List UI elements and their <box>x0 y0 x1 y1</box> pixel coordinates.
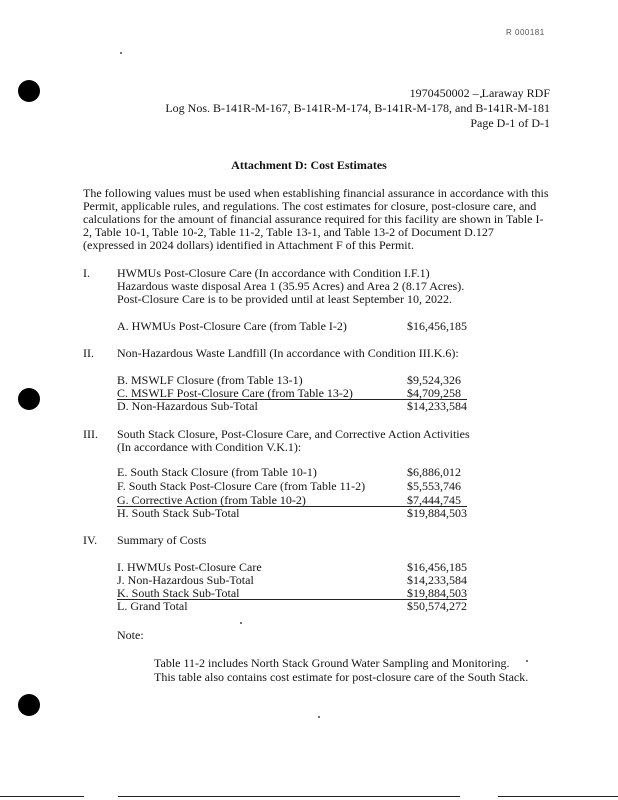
header-log-numbers: Log Nos. B-141R-M-167, B-141R-M-174, B-141R-M-178, and B-141R-M-181 <box>165 101 550 115</box>
cost-item-amount: $14,233,584 <box>407 399 467 413</box>
cost-item-label: C. MSWLF Post-Closure Care (from Table 13-2) <box>117 386 353 400</box>
section-heading: HWMUs Post-Closure Care (In accordance with Condition I.F.1) <box>117 266 430 280</box>
cost-item-amount: $9,524,326 <box>407 373 461 387</box>
note-label: Note: <box>117 628 144 642</box>
cost-item-label: L. Grand Total <box>117 599 188 613</box>
cost-item-label: E. South Stack Closure (from Table 10-1) <box>117 465 317 479</box>
scan-edge-line <box>0 796 84 797</box>
binder-hole-1 <box>18 80 40 102</box>
cost-item-amount: $5,553,746 <box>407 479 461 493</box>
cost-item-label: K. South Stack Sub-Total <box>117 586 240 600</box>
cost-item-label: B. MSWLF Closure (from Table 13-1) <box>117 373 303 387</box>
page-title: Attachment D: Cost Estimates <box>231 158 387 172</box>
cost-item-amount: $7,444,745 <box>407 493 461 507</box>
intro-line: 2, Table 10-1, Table 10-2, Table 11-2, Table 13-1, and Table 13-2 of Document D.127 <box>83 225 494 239</box>
cost-item-amount: $16,456,185 <box>407 560 467 574</box>
scan-speck <box>318 716 320 718</box>
cost-item-label: A. HWMUs Post-Closure Care (from Table I-2) <box>117 319 347 333</box>
cost-item-amount: $19,884,503 <box>407 586 467 600</box>
intro-line: calculations for the amount of financial assurance required for this facility are shown in Table I- <box>83 212 544 226</box>
binder-hole-2 <box>18 388 40 410</box>
bates-stamp: R 000181 <box>506 28 545 37</box>
cost-item-amount: $19,884,503 <box>407 506 467 520</box>
scan-edge-line <box>118 796 460 797</box>
cost-item-amount: $4,709,258 <box>407 386 461 400</box>
scan-speck <box>526 660 528 662</box>
note-line: This table also contains cost estimate for post-closure care of the South Stack. <box>154 670 529 684</box>
cost-item-label: D. Non-Hazardous Sub-Total <box>117 399 258 413</box>
section-text: Post-Closure Care is to be provided until at least September 10, 2022. <box>117 292 452 306</box>
section-heading: South Stack Closure, Post-Closure Care, and Corrective Action Activities <box>117 427 470 441</box>
cost-item-amount: $50,574,272 <box>407 599 467 613</box>
section-numeral: III. <box>83 427 98 441</box>
cost-item-label: F. South Stack Post-Closure Care (from Table 11-2) <box>117 479 366 493</box>
intro-line: (expressed in 2024 dollars) identified in Attachment F of this Permit. <box>83 238 414 252</box>
cost-item-label: H. South Stack Sub-Total <box>117 506 240 520</box>
cost-item-label: I. HWMUs Post-Closure Care <box>117 560 262 574</box>
scan-speck <box>240 622 242 624</box>
cost-item-label: G. Corrective Action (from Table 10-2) <box>117 493 306 507</box>
header-permit-line: 1970450002 – Laraway RDF <box>409 86 550 100</box>
intro-line: Permit, applicable rules, and regulations. The cost estimates for closure, post-closure care, and <box>83 199 537 213</box>
binder-hole-3 <box>18 694 40 716</box>
cost-item-amount: $14,233,584 <box>407 573 467 587</box>
note-line: Table 11-2 includes North Stack Ground Water Sampling and Monitoring. <box>154 656 510 670</box>
section-heading: Summary of Costs <box>117 533 207 547</box>
section-numeral: I. <box>83 266 90 280</box>
scan-speck <box>120 52 122 54</box>
section-numeral: II. <box>83 346 94 360</box>
cost-item-label: J. Non-Hazardous Sub-Total <box>117 573 254 587</box>
section-numeral: IV. <box>83 533 98 547</box>
header-page-number: Page D-1 of D-1 <box>470 116 550 130</box>
section-heading: Non-Hazardous Waste Landfill (In accordance with Condition III.K.6): <box>117 346 459 360</box>
cost-item-amount: $16,456,185 <box>407 319 467 333</box>
section-text: (In accordance with Condition V.K.1): <box>117 440 302 454</box>
cost-item-amount: $6,886,012 <box>407 465 461 479</box>
intro-line: The following values must be used when establishing financial assurance in accordance with this <box>83 186 549 200</box>
section-text: Hazardous waste disposal Area 1 (35.95 Acres) and Area 2 (8.17 Acres). <box>117 279 465 293</box>
scan-edge-line <box>498 796 618 797</box>
